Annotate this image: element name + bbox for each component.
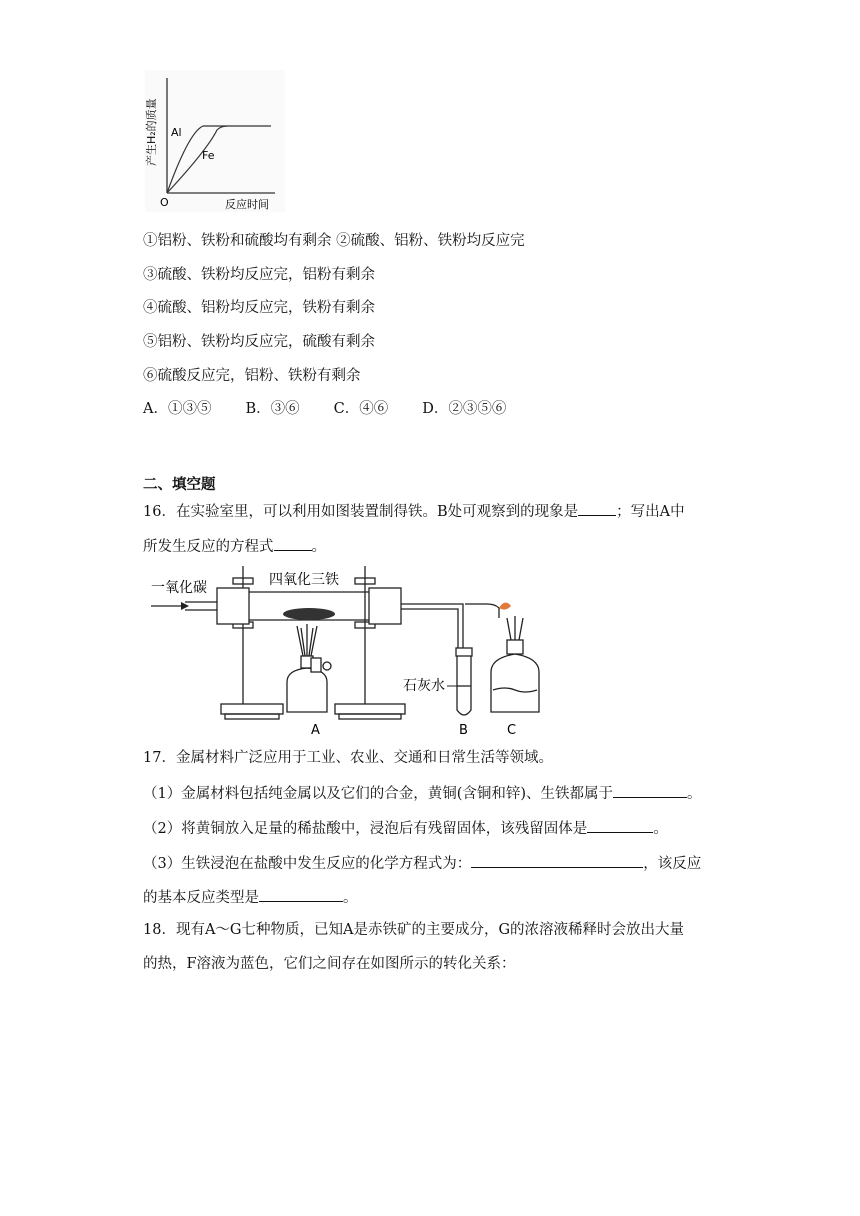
statement-4: ④硫酸、铝粉均反应完，铁粉有剩余 xyxy=(143,300,375,316)
q17-blank-4[interactable] xyxy=(259,887,343,902)
q17-blank-2[interactable] xyxy=(587,818,653,833)
fe-label: Fe xyxy=(202,149,215,162)
origin-label: O xyxy=(160,196,169,209)
q16-text-1: 16．在实验室里，可以利用如图装置制得铁。B处可观察到的现象是 xyxy=(143,504,579,520)
label-a: A xyxy=(311,723,320,738)
stand-base-right-foot xyxy=(339,714,401,719)
q17-blank-3[interactable] xyxy=(471,853,643,868)
oxide-powder xyxy=(283,608,335,620)
outlet-pipe-1 xyxy=(401,604,463,654)
stand-base-right xyxy=(335,704,405,714)
q16-text-3: 所发生反应的方程式 xyxy=(143,539,274,555)
q16-line-1 xyxy=(143,501,685,522)
lamp-c-neck xyxy=(507,640,523,654)
q17-part-1 xyxy=(143,783,702,804)
q17-part-2 xyxy=(143,818,668,839)
label-c: C xyxy=(507,723,517,738)
q17-part-3-line-2 xyxy=(143,887,358,908)
q17-p1-text: （1）金属材料包括纯金属以及它们的合金，黄铜(含铜和锌)、生铁都属于 xyxy=(143,786,614,802)
q17-p2-text: （2）将黄铜放入足量的稀盐酸中，浸泡后有残留固体，该残留固体是 xyxy=(143,821,588,837)
q17-p3-line2-text: 的基本反应类型是 xyxy=(143,890,259,906)
flame-c xyxy=(507,616,523,640)
q17-p3-line2-end: 。 xyxy=(343,890,358,906)
oxide-label: 四氧化三铁 xyxy=(269,572,339,588)
q16-blank-2[interactable] xyxy=(274,536,312,551)
option-a[interactable]: A．①③⑤ xyxy=(143,401,212,417)
q17-p2-end: 。 xyxy=(653,821,668,837)
outlet-flame xyxy=(499,602,511,609)
lamp-a-knob xyxy=(323,662,331,670)
q16-text-2: ；写出A中 xyxy=(616,504,685,520)
option-d[interactable]: D．②③⑤⑥ xyxy=(422,401,507,417)
alcohol-lamp-c xyxy=(491,654,539,712)
label-b: B xyxy=(459,723,468,738)
stand-base-left-foot xyxy=(225,714,279,719)
q17-blank-1[interactable] xyxy=(613,783,687,798)
q17-p1-end: 。 xyxy=(687,786,702,802)
q17-p3-end: ，该反应 xyxy=(643,856,702,872)
limewater-label: 石灰水 xyxy=(403,678,445,694)
stopper-left xyxy=(217,588,249,624)
flame-a xyxy=(297,624,317,656)
q18-line-2: 的热，F溶液为蓝色，它们之间存在如图所示的转化关系： xyxy=(143,956,516,972)
lamp-a-shield xyxy=(311,658,321,672)
q17-part-3 xyxy=(143,853,701,874)
section-title: 二、填空题 xyxy=(143,477,216,493)
alcohol-lamp-a xyxy=(287,668,327,712)
x-axis-label: 反应时间 xyxy=(225,198,269,211)
q16-line-2 xyxy=(143,536,326,557)
statement-3: ③硫酸、铁粉均反应完，铝粉有剩余 xyxy=(143,267,375,283)
apparatus-diagram xyxy=(145,562,565,740)
q18-line-1: 18．现有A～G七种物质，已知A是赤铁矿的主要成分，G的浓溶液稀释时会放出大量 xyxy=(143,922,685,938)
statement-1: ①铝粉、铁粉和硫酸均有剩余 ②硫酸、铝粉、铁粉均反应完 xyxy=(143,233,525,249)
gas-label: 一氧化碳 xyxy=(151,580,207,596)
gas-arrow-head xyxy=(181,602,189,610)
reaction-graph xyxy=(145,70,285,212)
statement-5: ⑤铝粉、铁粉均反应完，硫酸有剩余 xyxy=(143,334,375,350)
outlet-pipe-2 xyxy=(401,609,458,654)
statement-6: ⑥硫酸反应完，铝粉、铁粉有剩余 xyxy=(143,368,361,384)
outlet-pipe-3 xyxy=(465,604,499,618)
al-label: Al xyxy=(171,126,182,139)
q17-stem: 17．金属材料广泛应用于工业、农业、交通和日常生活等领域。 xyxy=(143,750,553,766)
q17-p3-text: （3）生铁浸泡在盐酸中发生反应的化学方程式为： xyxy=(143,856,472,872)
stopper-right xyxy=(369,588,401,624)
y-axis-label: 产生H₂的质量 xyxy=(145,98,158,166)
answer-options xyxy=(143,399,540,419)
option-c[interactable]: C．④⑥ xyxy=(333,401,389,417)
stand-base-left xyxy=(221,704,283,714)
q16-text-4: 。 xyxy=(311,539,326,555)
q16-blank-1[interactable] xyxy=(578,501,616,516)
test-tube-stopper xyxy=(456,648,472,656)
option-b[interactable]: B．③⑥ xyxy=(245,401,300,417)
